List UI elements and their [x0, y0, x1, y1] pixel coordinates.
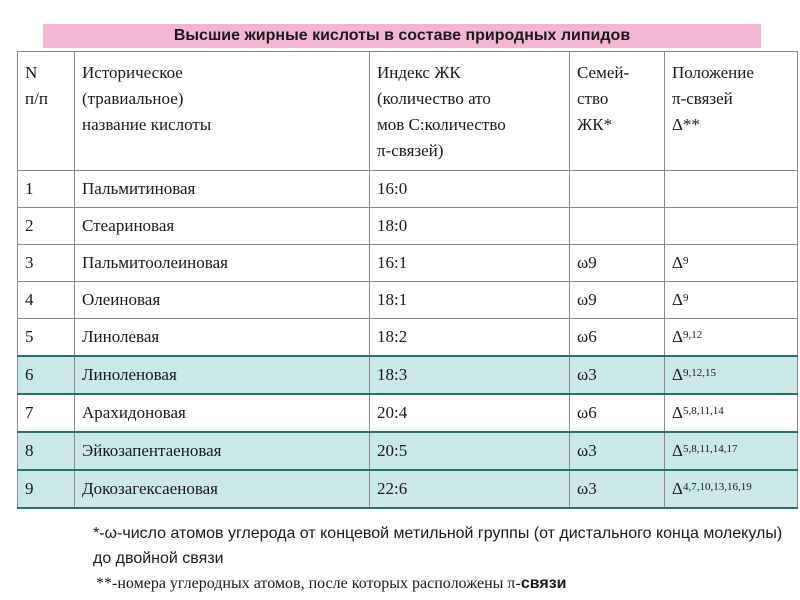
table-row: [18, 171, 798, 208]
table-row: [18, 282, 798, 319]
cell-family: [570, 171, 665, 208]
cell-index: 18:0: [370, 208, 570, 245]
cell-name: Олеиновая: [75, 282, 370, 319]
fatty-acids-table: [17, 51, 798, 509]
cell-num: 7: [18, 394, 75, 432]
cell-num: 8: [18, 432, 75, 470]
cell-name: Эйкозапентаеновая: [75, 432, 370, 470]
cell-family: ω6: [570, 319, 665, 357]
cell-num: 6: [18, 356, 75, 394]
cell-name: Линоленовая: [75, 356, 370, 394]
cell-position: Δ$^{5,8,11,14}$: [665, 394, 798, 432]
header-name: Историческое (травиальное) название кислоты: [75, 52, 370, 171]
cell-family: ω3: [570, 356, 665, 394]
cell-name: Стеариновая: [75, 208, 370, 245]
cell-num: 1: [18, 171, 75, 208]
title-bar: [43, 24, 761, 48]
cell-num: 2: [18, 208, 75, 245]
cell-position: Δ$^{9,12,15}$: [665, 356, 798, 394]
header-index: Индекс ЖК (количество ато мов С:количество π-связей): [370, 52, 570, 171]
cell-num: 3: [18, 245, 75, 282]
header-position: Положение π-связей Δ**: [665, 52, 798, 171]
cell-name: Арахидоновая: [75, 394, 370, 432]
cell-family: ω9: [570, 245, 665, 282]
table-row: [18, 208, 798, 245]
cell-index: 16:0: [370, 171, 570, 208]
cell-name: Пальмитиновая: [75, 171, 370, 208]
cell-index: 18:1: [370, 282, 570, 319]
table-row-highlighted: [18, 356, 798, 394]
cell-num: 5: [18, 319, 75, 357]
table-header-row: [18, 52, 798, 171]
cell-index: 20:5: [370, 432, 570, 470]
cell-index: 16:1: [370, 245, 570, 282]
cell-family: ω3: [570, 470, 665, 508]
cell-index: 22:6: [370, 470, 570, 508]
cell-index: 20:4: [370, 394, 570, 432]
cell-position: Δ$^{4,7,10,13,16,19}$: [665, 470, 798, 508]
footnote-delta: **-номера углеродных атомов, после которых расположены π-связи: [96, 575, 567, 592]
page-title: Высшие жирные кислоты в составе природных липидов: [173, 27, 631, 44]
cell-name: Линолевая: [75, 319, 370, 357]
cell-family: [570, 208, 665, 245]
header-num: N п/п: [18, 52, 75, 171]
footnote-omega: *-ω-число атомов углерода от концевой метильной группы (от дистального конца молекулы) до двойной связи: [93, 525, 783, 567]
cell-index: 18:2: [370, 319, 570, 357]
header-family: Семей- ство ЖК*: [570, 52, 665, 171]
table-row: [18, 319, 798, 357]
cell-family: ω9: [570, 282, 665, 319]
table-row: [18, 245, 798, 282]
table-row-highlighted: [18, 432, 798, 470]
cell-position: [665, 208, 798, 245]
cell-index: 18:3: [370, 356, 570, 394]
cell-num: 9: [18, 470, 75, 508]
cell-position: Δ$^{9,12}$: [665, 319, 798, 357]
cell-family: ω6: [570, 394, 665, 432]
cell-position: $\Delta^9$: [665, 245, 798, 282]
cell-num: 4: [18, 282, 75, 319]
cell-name: Пальмитоолеиновая: [75, 245, 370, 282]
cell-position: [665, 171, 798, 208]
cell-name: Докозагексаеновая: [75, 470, 370, 508]
cell-family: ω3: [570, 432, 665, 470]
table-row-highlighted: [18, 470, 798, 508]
table-row: [18, 394, 798, 432]
cell-position: $\Delta^9$: [665, 282, 798, 319]
cell-position: Δ$^{5,8,11,14,17}$: [665, 432, 798, 470]
